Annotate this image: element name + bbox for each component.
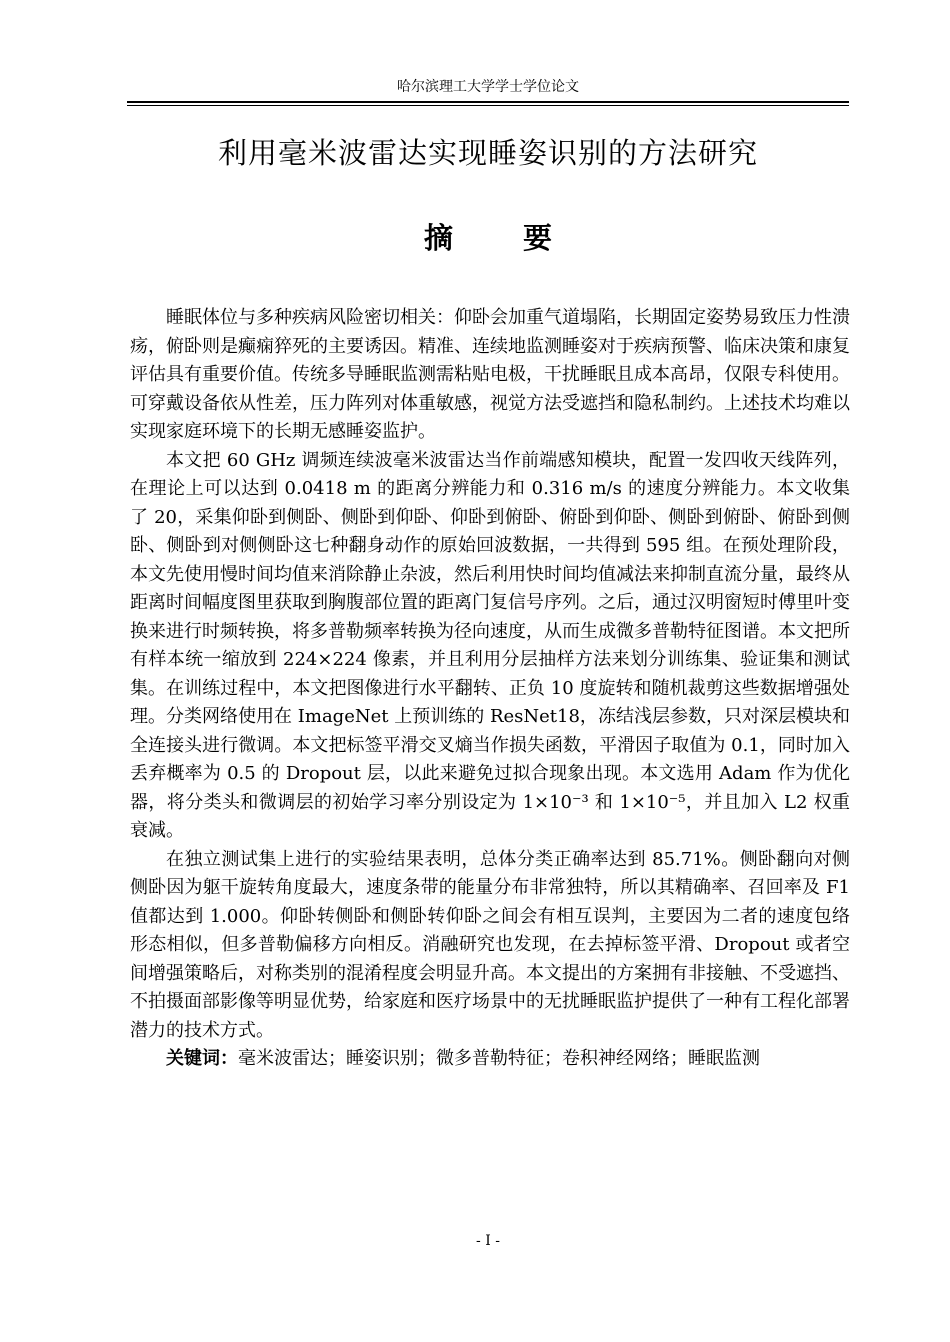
keywords-label: 关键词： (166, 1048, 238, 1069)
header-rule (127, 101, 849, 103)
keywords-line (130, 1045, 850, 1074)
abstract-heading: 摘 要 (423, 221, 583, 255)
running-header: 哈尔滨理工大学学士学位论文 (397, 79, 579, 95)
header-rule-thin (127, 105, 849, 106)
page-number: - I - (476, 1233, 500, 1249)
abstract-paragraph-3: 在独立测试集上进行的实验结果表明，总体分类正确率达到 85.71%。侧卧翻向对侧侧卧因为躯干旋转角度最大，速度条带的能量分布非常独特，所以其精确率、召回率及 F1 值都达到 1.000。仰卧转侧卧和侧卧转仰卧之间会有相互误判，主要因为二者的速度包络形态相似，但多普勒偏移方向相反。消融研究也发现，在去掉标签平滑、Dropout 或者空间增强策略后，对称类别的混淆程度会明显升高。本文提出的方案拥有非接触、不受遮挡、不拍摄面部影像等明显优势，给家庭和医疗场景中的无扰睡眠监护提供了一种有工程化部署潜力的技术方式。 (130, 848, 850, 1041)
abstract-paragraph-1: 睡眠体位与多种疾病风险密切相关：仰卧会加重气道塌陷，长期固定姿势易致压力性溃疡，俯卧则是癫痫猝死的主要诱因。精准、连续地监测睡姿对于疾病预警、临床决策和康复评估具有重要价值。传统多导睡眠监测需粘贴电极，干扰睡眠且成本高昂，仅限专科使用。可穿戴设备依从性差，压力阵列对体重敏感，视觉方法受遮挡和隐私制约。上述技术均难以实现家庭环境下的长期无感睡姿监护。 (130, 307, 850, 442)
keywords-text: 毫米波雷达；睡姿识别；微多普勒特征；卷积神经网络；睡眠监测 (238, 1048, 760, 1069)
abstract-body (130, 304, 850, 1074)
thesis-title: 利用毫米波雷达实现睡姿识别的方法研究 (217, 136, 758, 170)
abstract-paragraph-2: 本文把 60 GHz 调频连续波毫米波雷达当作前端感知模块，配置一发四收天线阵列，在理论上可以达到 0.0418 m 的距离分辨能力和 0.316 m/s 的速度分辨能力。本文收集了 20，采集仰卧到侧卧、侧卧到仰卧、仰卧到俯卧、俯卧到仰卧、侧卧到俯卧、俯卧到侧卧、侧卧到对侧侧卧这七种翻身动作的原始回波数据，一共得到 595 组。在预处理阶段，本文先使用慢时间均值来消除静止杂波，然后利用快时间均值减法来抑制直流分量，最终从距离时间幅度图里获取到胸腹部位置的距离门复信号序列。之后，通过汉明窗短时傅里叶变换来进行时频转换，将多普勒频率转换为径向速度，从而生成微多普勒特征图谱。本文把所有样本统一缩放到 224×224 像素，并且利用分层抽样方法来划分训练集、验证集和测试集。在训练过程中，本文把图像进行水平翻转、正负 10 度旋转和随机裁剪这些数据增强处理。分类网络使用在 ImageNet 上预训练的 ResNet18，冻结浅层参数，只对深层模块和全连接头进行微调。本文把标签平滑交叉熵当作损失函数，平滑因子取值为 0.1，同时加入丢弃概率为 0.5 的 Dropout 层，以此来避免过拟合现象出现。本文选用 Adam 作为优化器，将分类头和微调层的初始学习率分别设定为 1×10⁻³ 和 1×10⁻⁵，并且加入 L2 权重衰减。 (130, 449, 850, 841)
